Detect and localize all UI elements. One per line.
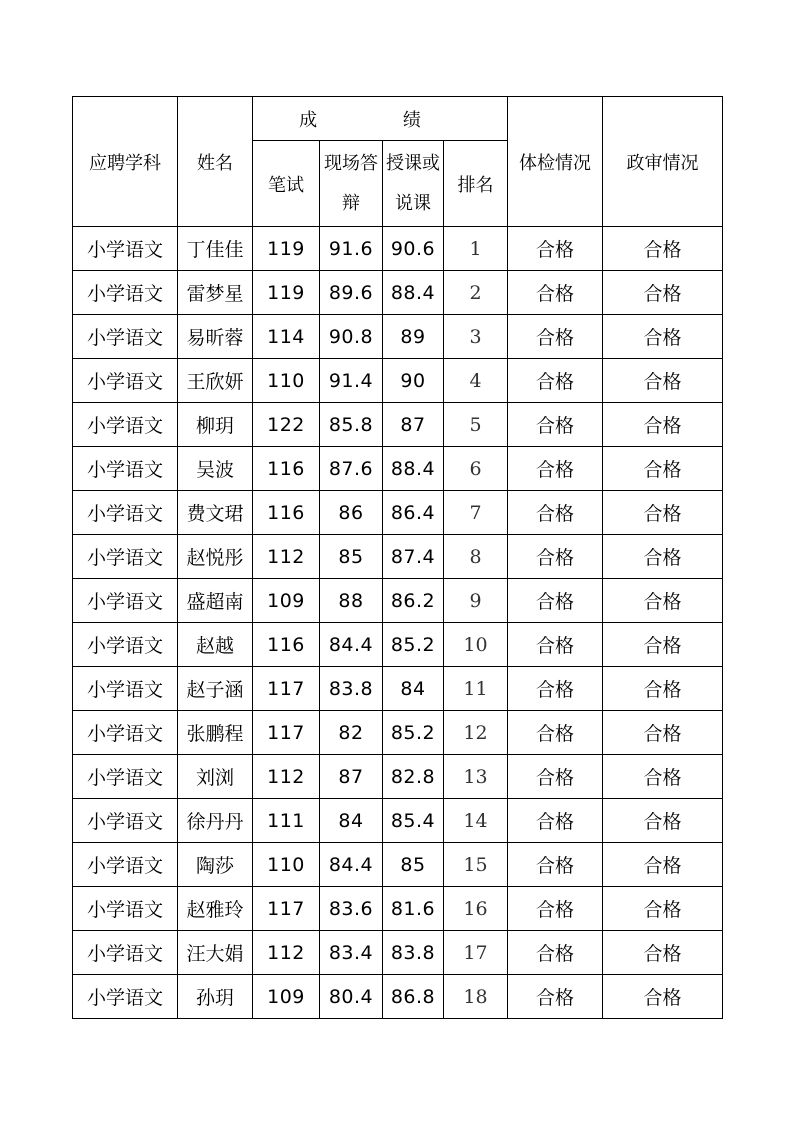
cell-subject: 小学语文 — [73, 227, 178, 271]
cell-oral: 83.6 — [320, 887, 383, 931]
cell-rank: 6 — [444, 447, 508, 491]
table-row — [73, 579, 723, 623]
cell-name: 易昕蓉 — [178, 315, 253, 359]
cell-physical: 合格 — [508, 843, 603, 887]
table-row — [73, 491, 723, 535]
header-name: 姓名 — [178, 97, 253, 227]
cell-subject: 小学语文 — [73, 271, 178, 315]
cell-name: 刘浏 — [178, 755, 253, 799]
cell-physical: 合格 — [508, 491, 603, 535]
cell-lecture: 85.4 — [383, 799, 444, 843]
cell-rank: 4 — [444, 359, 508, 403]
cell-rank: 12 — [444, 711, 508, 755]
table-row — [73, 315, 723, 359]
table-row — [73, 403, 723, 447]
cell-written: 112 — [253, 535, 320, 579]
header-scores — [253, 97, 508, 141]
header-oral-line2: 辩 — [342, 192, 360, 214]
cell-subject: 小学语文 — [73, 359, 178, 403]
header-subject: 应聘学科 — [73, 97, 178, 227]
cell-name: 费文珺 — [178, 491, 253, 535]
table-row — [73, 535, 723, 579]
cell-oral: 85.8 — [320, 403, 383, 447]
cell-political: 合格 — [603, 799, 723, 843]
header-lecture — [383, 141, 444, 227]
cell-lecture: 86.8 — [383, 975, 444, 1019]
cell-physical: 合格 — [508, 975, 603, 1019]
cell-political: 合格 — [603, 623, 723, 667]
cell-lecture: 88.4 — [383, 447, 444, 491]
cell-oral: 87.6 — [320, 447, 383, 491]
cell-rank: 16 — [444, 887, 508, 931]
cell-oral: 86 — [320, 491, 383, 535]
cell-written: 116 — [253, 447, 320, 491]
cell-oral: 85 — [320, 535, 383, 579]
cell-subject: 小学语文 — [73, 931, 178, 975]
cell-written: 114 — [253, 315, 320, 359]
cell-lecture: 88.4 — [383, 271, 444, 315]
cell-written: 110 — [253, 843, 320, 887]
cell-name: 赵悦彤 — [178, 535, 253, 579]
cell-oral: 89.6 — [320, 271, 383, 315]
cell-lecture: 85.2 — [383, 623, 444, 667]
cell-physical: 合格 — [508, 755, 603, 799]
cell-lecture: 90.6 — [383, 227, 444, 271]
cell-oral: 82 — [320, 711, 383, 755]
cell-lecture: 90 — [383, 359, 444, 403]
cell-physical: 合格 — [508, 535, 603, 579]
table-row — [73, 667, 723, 711]
cell-oral: 84.4 — [320, 623, 383, 667]
cell-physical: 合格 — [508, 403, 603, 447]
cell-subject: 小学语文 — [73, 535, 178, 579]
cell-subject: 小学语文 — [73, 579, 178, 623]
cell-political: 合格 — [603, 931, 723, 975]
cell-lecture: 87.4 — [383, 535, 444, 579]
table-row — [73, 975, 723, 1019]
cell-rank: 2 — [444, 271, 508, 315]
cell-physical: 合格 — [508, 623, 603, 667]
cell-physical: 合格 — [508, 271, 603, 315]
cell-written: 110 — [253, 359, 320, 403]
cell-lecture: 85 — [383, 843, 444, 887]
cell-subject: 小学语文 — [73, 403, 178, 447]
cell-written: 117 — [253, 667, 320, 711]
cell-written: 109 — [253, 975, 320, 1019]
table-body — [73, 227, 723, 1019]
cell-political: 合格 — [603, 403, 723, 447]
cell-physical: 合格 — [508, 711, 603, 755]
cell-political: 合格 — [603, 315, 723, 359]
cell-political: 合格 — [603, 755, 723, 799]
cell-subject: 小学语文 — [73, 447, 178, 491]
cell-subject: 小学语文 — [73, 667, 178, 711]
cell-rank: 13 — [444, 755, 508, 799]
cell-physical: 合格 — [508, 315, 603, 359]
cell-rank: 14 — [444, 799, 508, 843]
results-table — [72, 96, 723, 1019]
cell-lecture: 83.8 — [383, 931, 444, 975]
cell-lecture: 86.2 — [383, 579, 444, 623]
cell-political: 合格 — [603, 667, 723, 711]
table-row — [73, 623, 723, 667]
cell-rank: 9 — [444, 579, 508, 623]
cell-political: 合格 — [603, 227, 723, 271]
cell-oral: 84.4 — [320, 843, 383, 887]
cell-name: 雷梦星 — [178, 271, 253, 315]
cell-political: 合格 — [603, 887, 723, 931]
cell-name: 王欣妍 — [178, 359, 253, 403]
cell-written: 111 — [253, 799, 320, 843]
header-political: 政审情况 — [603, 97, 723, 227]
header-lecture-line1: 授课或 — [386, 152, 440, 174]
cell-physical: 合格 — [508, 359, 603, 403]
cell-rank: 10 — [444, 623, 508, 667]
cell-lecture: 89 — [383, 315, 444, 359]
table-row — [73, 755, 723, 799]
cell-political: 合格 — [603, 271, 723, 315]
cell-name: 赵雅玲 — [178, 887, 253, 931]
cell-name: 陶莎 — [178, 843, 253, 887]
cell-lecture: 84 — [383, 667, 444, 711]
cell-written: 117 — [253, 711, 320, 755]
header-rank: 排名 — [444, 141, 508, 227]
cell-oral: 90.8 — [320, 315, 383, 359]
cell-name: 孙玥 — [178, 975, 253, 1019]
cell-rank: 7 — [444, 491, 508, 535]
cell-written: 112 — [253, 755, 320, 799]
cell-name: 柳玥 — [178, 403, 253, 447]
cell-subject: 小学语文 — [73, 799, 178, 843]
cell-written: 122 — [253, 403, 320, 447]
cell-oral: 80.4 — [320, 975, 383, 1019]
cell-subject: 小学语文 — [73, 975, 178, 1019]
cell-name: 张鹏程 — [178, 711, 253, 755]
cell-political: 合格 — [603, 447, 723, 491]
cell-rank: 1 — [444, 227, 508, 271]
header-scores-text: 成 绩 — [299, 109, 461, 131]
cell-rank: 11 — [444, 667, 508, 711]
cell-written: 117 — [253, 887, 320, 931]
cell-physical: 合格 — [508, 799, 603, 843]
cell-oral: 83.4 — [320, 931, 383, 975]
cell-subject: 小学语文 — [73, 843, 178, 887]
cell-political: 合格 — [603, 579, 723, 623]
cell-written: 109 — [253, 579, 320, 623]
cell-oral: 84 — [320, 799, 383, 843]
cell-physical: 合格 — [508, 667, 603, 711]
header-oral — [320, 141, 383, 227]
cell-political: 合格 — [603, 535, 723, 579]
cell-name: 赵越 — [178, 623, 253, 667]
table-row — [73, 447, 723, 491]
cell-rank: 18 — [444, 975, 508, 1019]
cell-rank: 15 — [444, 843, 508, 887]
cell-oral: 87 — [320, 755, 383, 799]
cell-subject: 小学语文 — [73, 315, 178, 359]
cell-physical: 合格 — [508, 887, 603, 931]
cell-subject: 小学语文 — [73, 623, 178, 667]
header-lecture-line2: 说课 — [395, 192, 431, 214]
table-row — [73, 227, 723, 271]
cell-written: 119 — [253, 227, 320, 271]
cell-subject: 小学语文 — [73, 755, 178, 799]
header-physical: 体检情况 — [508, 97, 603, 227]
cell-physical: 合格 — [508, 227, 603, 271]
cell-oral: 91.4 — [320, 359, 383, 403]
cell-lecture: 81.6 — [383, 887, 444, 931]
cell-oral: 83.8 — [320, 667, 383, 711]
table-row — [73, 271, 723, 315]
cell-written: 116 — [253, 491, 320, 535]
cell-political: 合格 — [603, 491, 723, 535]
cell-oral: 88 — [320, 579, 383, 623]
cell-written: 116 — [253, 623, 320, 667]
table-row — [73, 931, 723, 975]
cell-political: 合格 — [603, 711, 723, 755]
cell-oral: 91.6 — [320, 227, 383, 271]
cell-physical: 合格 — [508, 447, 603, 491]
header-oral-line1: 现场答 — [324, 152, 378, 174]
table-row — [73, 711, 723, 755]
cell-political: 合格 — [603, 359, 723, 403]
cell-name: 吴波 — [178, 447, 253, 491]
table-row — [73, 359, 723, 403]
cell-written: 119 — [253, 271, 320, 315]
cell-name: 徐丹丹 — [178, 799, 253, 843]
cell-rank: 3 — [444, 315, 508, 359]
cell-subject: 小学语文 — [73, 491, 178, 535]
cell-name: 丁佳佳 — [178, 227, 253, 271]
cell-lecture: 82.8 — [383, 755, 444, 799]
cell-lecture: 85.2 — [383, 711, 444, 755]
cell-lecture: 87 — [383, 403, 444, 447]
cell-physical: 合格 — [508, 579, 603, 623]
cell-name: 盛超南 — [178, 579, 253, 623]
table-row — [73, 887, 723, 931]
cell-rank: 8 — [444, 535, 508, 579]
table-row — [73, 843, 723, 887]
cell-physical: 合格 — [508, 931, 603, 975]
cell-political: 合格 — [603, 843, 723, 887]
cell-subject: 小学语文 — [73, 711, 178, 755]
cell-lecture: 86.4 — [383, 491, 444, 535]
cell-rank: 17 — [444, 931, 508, 975]
cell-political: 合格 — [603, 975, 723, 1019]
cell-rank: 5 — [444, 403, 508, 447]
cell-name: 赵子涵 — [178, 667, 253, 711]
header-written: 笔试 — [253, 141, 320, 227]
cell-written: 112 — [253, 931, 320, 975]
cell-subject: 小学语文 — [73, 887, 178, 931]
table-row — [73, 799, 723, 843]
cell-name: 汪大娟 — [178, 931, 253, 975]
